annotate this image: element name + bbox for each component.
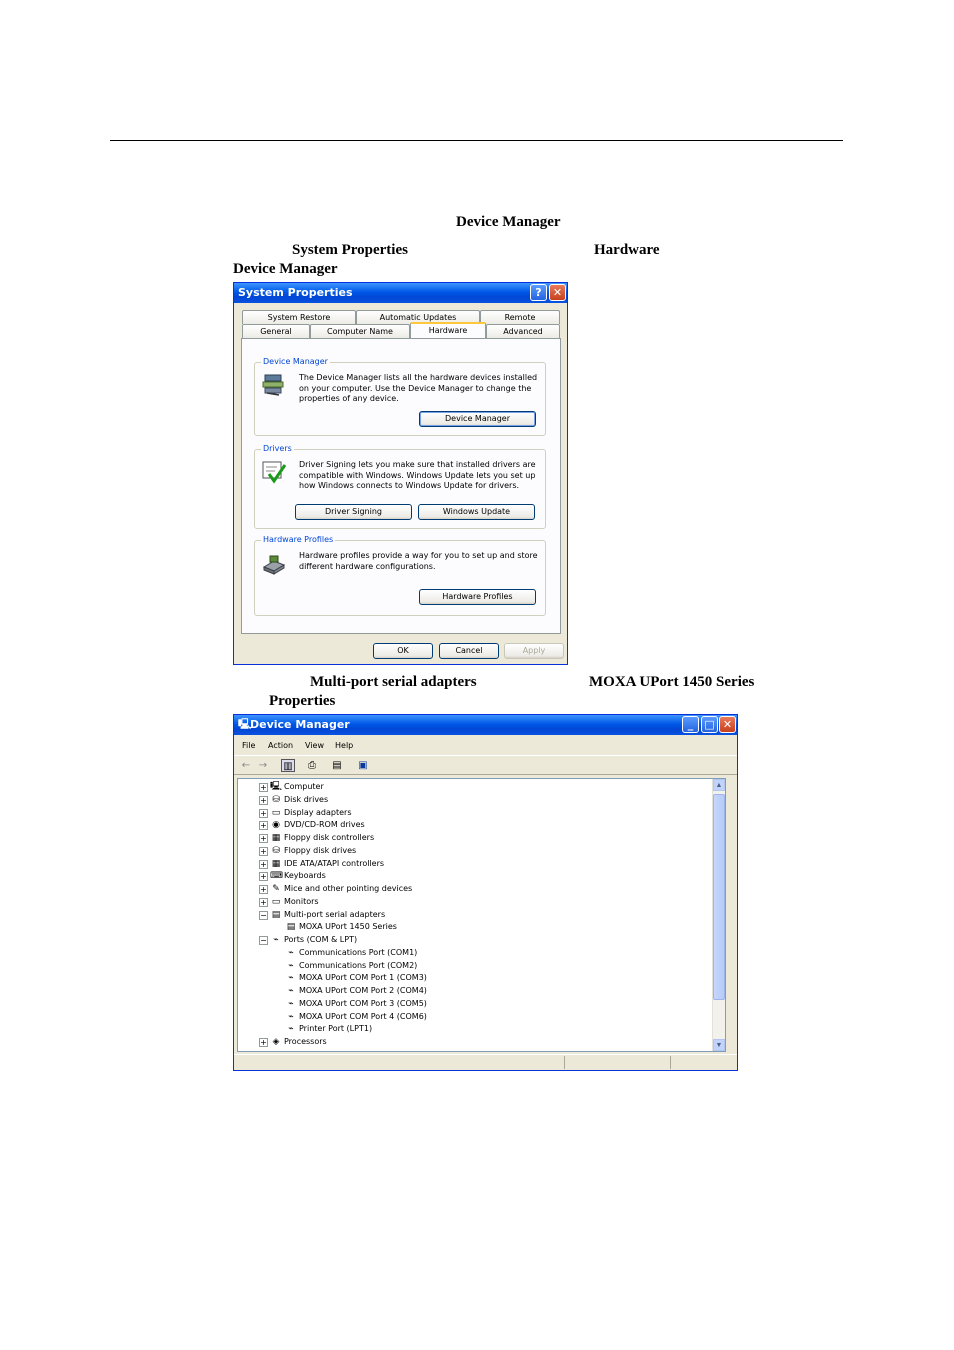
close-button[interactable]: ✕ (549, 284, 566, 301)
tab-remote[interactable]: Remote (480, 310, 560, 324)
tree-item-label: MOXA UPort COM Port 4 (COM6) (299, 1011, 427, 1021)
device-manager-titlebar (234, 715, 737, 735)
doc-text-multiport: Multi-port serial adapters (310, 674, 477, 690)
device-icon: ⛁ (272, 845, 280, 856)
forward-arrow-icon[interactable]: → (258, 760, 268, 771)
device-icon: ⌁ (288, 947, 294, 958)
doc-text-hardware: Hardware (594, 242, 660, 258)
hardware-profiles-description: Hardware profiles provide a way for you to set up and store different hardware configurations. (299, 551, 538, 571)
device-icon: ▦ (271, 833, 281, 843)
driver-signing-icon (261, 460, 287, 484)
window-title: System Properties (238, 286, 353, 299)
tree-expander[interactable]: + (260, 885, 267, 894)
apply-button[interactable]: Apply (504, 643, 564, 659)
tree-item-label: Monitors (284, 896, 319, 906)
tree-item[interactable] (238, 883, 708, 895)
tree-item[interactable] (238, 781, 708, 793)
tree-item[interactable] (238, 870, 708, 882)
tree-item[interactable] (238, 832, 708, 844)
tree-item[interactable] (238, 1036, 708, 1048)
tree-item-label: Keyboards (284, 871, 326, 881)
scroll-up-arrow[interactable]: ▲ (713, 779, 725, 791)
tree-expander[interactable]: + (260, 1038, 267, 1047)
scroll-thumb[interactable] (713, 794, 725, 1000)
device-icon: ⌨ (270, 871, 283, 882)
tree-expander[interactable]: + (260, 846, 267, 856)
device-tree[interactable] (237, 778, 726, 1052)
device-icon: ▭ (271, 807, 281, 818)
tree-item[interactable] (238, 947, 708, 959)
tree-item[interactable] (238, 819, 708, 831)
device-manager-window (233, 714, 738, 1071)
tree-expander[interactable]: + (260, 795, 267, 805)
tree-item-label: Disk drives (284, 794, 329, 804)
device-icon: ⌁ (288, 998, 294, 1009)
tree-item-label: MOXA UPort COM Port 1 (COM3) (299, 973, 427, 983)
driver-signing-button[interactable]: Driver Signing (295, 504, 412, 520)
scan-hardware-icon[interactable]: ▣ (358, 760, 368, 771)
tree-item-label: Multi-port serial adapters (284, 909, 386, 919)
menu-file[interactable]: File (242, 741, 256, 750)
maximize-button[interactable]: □ (701, 716, 718, 733)
tab-advanced[interactable]: Advanced (486, 324, 560, 338)
header-rule (110, 140, 843, 141)
dm-close-button[interactable]: ✕ (719, 716, 736, 733)
tree-item[interactable] (238, 858, 708, 870)
toolbar (234, 755, 737, 775)
tree-expander[interactable]: + (260, 872, 267, 882)
tree-item[interactable] (238, 972, 708, 984)
tree-item-label: IDE ATA/ATAPI controllers (284, 858, 385, 868)
tree-item-label: Display adapters (284, 807, 352, 817)
ok-button[interactable]: OK (373, 643, 433, 659)
device-manager-description: The Device Manager lists all the hardware devices installed on your computer. Use the Device Manager to change the properties of any device. (299, 373, 538, 403)
properties-view-icon[interactable]: ▥ (281, 759, 295, 772)
hardware-profiles-button[interactable]: Hardware Profiles (419, 589, 536, 605)
device-icon: ▤ (271, 909, 281, 920)
system-properties-titlebar (234, 283, 567, 303)
tree-expander[interactable]: + (260, 783, 267, 792)
tab-computer-name[interactable]: Computer Name (310, 324, 410, 338)
device-icon: ▤ (286, 922, 296, 933)
status-bar (234, 1054, 737, 1070)
tree-item-label: Floppy disk drives (284, 845, 357, 855)
tree-item-label: Printer Port (LPT1) (299, 1024, 373, 1034)
properties-icon[interactable]: ▤ (332, 760, 342, 771)
tree-expander[interactable]: − (260, 910, 267, 920)
tree-item[interactable] (238, 896, 708, 908)
device-icon: ⌁ (288, 986, 294, 996)
device-icon: ⌁ (288, 960, 294, 971)
tree-item[interactable] (238, 921, 708, 933)
tree-item-label: MOXA UPort COM Port 2 (COM4) (299, 986, 427, 995)
menu-action[interactable]: Action (268, 741, 294, 750)
group-title-drivers: Drivers (263, 444, 292, 453)
doc-text-device-manager: Device Manager (456, 214, 561, 230)
tree-expander[interactable]: + (260, 834, 267, 843)
tree-item[interactable] (238, 845, 708, 857)
doc-text-moxa-uport: MOXA UPort 1450 Series (589, 674, 755, 690)
device-icon: ◉ (272, 820, 280, 831)
help-button[interactable]: ? (530, 284, 547, 301)
tree-item[interactable] (238, 807, 708, 819)
device-icon: ⛁ (272, 794, 280, 805)
device-icon: ⌁ (288, 973, 294, 984)
doc-text-properties: Properties (269, 693, 336, 709)
menu-help[interactable]: Help (335, 741, 354, 750)
device-icon: ⌁ (288, 1011, 294, 1022)
windows-update-button[interactable]: Windows Update (418, 504, 535, 520)
device-manager-icon (261, 373, 287, 397)
tree-item-label: Communications Port (COM2) (299, 960, 418, 970)
system-properties-window (233, 282, 568, 665)
tree-item[interactable] (238, 998, 708, 1010)
tree-expander[interactable]: + (260, 808, 267, 818)
group-device-manager (254, 357, 546, 436)
tree-item-label: MOXA UPort COM Port 3 (COM5) (299, 998, 427, 1008)
minimize-button[interactable]: _ (682, 716, 699, 733)
group-title-device-manager: Device Manager (263, 357, 328, 366)
device-icon: ⌁ (288, 1024, 294, 1035)
device-icon: ✎ (272, 884, 280, 894)
doc-text-system-properties: System Properties (292, 242, 408, 258)
tree-item-label: Mice and other pointing devices (284, 884, 413, 893)
tree-item[interactable] (238, 794, 708, 806)
tree-item-label: Processors (284, 1037, 327, 1046)
tab-automatic-updates[interactable]: Automatic Updates (356, 310, 480, 324)
drivers-description: Driver Signing lets you make sure that installed drivers are compatible with Windows. Windows Update lets you set up how Windows connects to Windows Update for drivers. (299, 460, 536, 490)
device-manager-title: Device Manager (250, 718, 350, 731)
hardware-panel (241, 338, 561, 634)
cancel-button[interactable]: Cancel (439, 643, 499, 659)
tree-item-label: MOXA UPort 1450 Series (299, 922, 397, 932)
device-icon: ⌁ (273, 935, 279, 945)
back-arrow-icon[interactable]: ← (241, 760, 251, 771)
tree-item-label: Computer (284, 782, 324, 791)
tree-item[interactable] (238, 934, 708, 946)
device-icon: ▦ (271, 858, 281, 869)
tree-item-label: Communications Port (COM1) (299, 947, 418, 957)
tree-item[interactable] (238, 909, 708, 921)
tree-expander[interactable]: + (260, 897, 267, 907)
vertical-scrollbar[interactable] (712, 779, 725, 1051)
tree-item[interactable] (238, 1011, 708, 1023)
tab-system-restore[interactable]: System Restore (242, 310, 356, 324)
group-title-hardware-profiles: Hardware Profiles (263, 535, 334, 544)
print-icon[interactable]: ⎙ (308, 760, 316, 771)
scroll-down-arrow[interactable]: ▼ (713, 1039, 725, 1051)
menu-view[interactable]: View (305, 741, 324, 750)
device-manager-button[interactable]: Device Manager (419, 411, 536, 427)
doc-text-device-manager-2: Device Manager (233, 261, 338, 277)
tree-expander[interactable]: + (260, 821, 267, 831)
tree-expander[interactable]: − (260, 936, 267, 945)
tree-expander[interactable]: + (260, 859, 267, 869)
device-icon: 🖳 (270, 782, 283, 792)
tree-item[interactable] (238, 960, 708, 972)
device-icon: ▭ (271, 896, 281, 907)
tree-item[interactable] (238, 985, 708, 997)
group-hardware-profiles (254, 535, 546, 616)
tree-item-label: DVD/CD-ROM drives (284, 820, 365, 830)
tree-item-label: Ports (COM & LPT) (284, 935, 358, 944)
tree-item-label: Floppy disk controllers (284, 833, 375, 842)
hardware-profiles-icon (261, 553, 287, 577)
tab-general[interactable]: General (242, 324, 310, 338)
group-drivers (254, 444, 546, 529)
device-icon: ◈ (272, 1037, 280, 1047)
menubar (234, 737, 737, 753)
tab-hardware[interactable]: Hardware (410, 322, 486, 338)
device-manager-title-icon: 🖳 (238, 719, 252, 730)
tree-item[interactable] (238, 1023, 708, 1035)
